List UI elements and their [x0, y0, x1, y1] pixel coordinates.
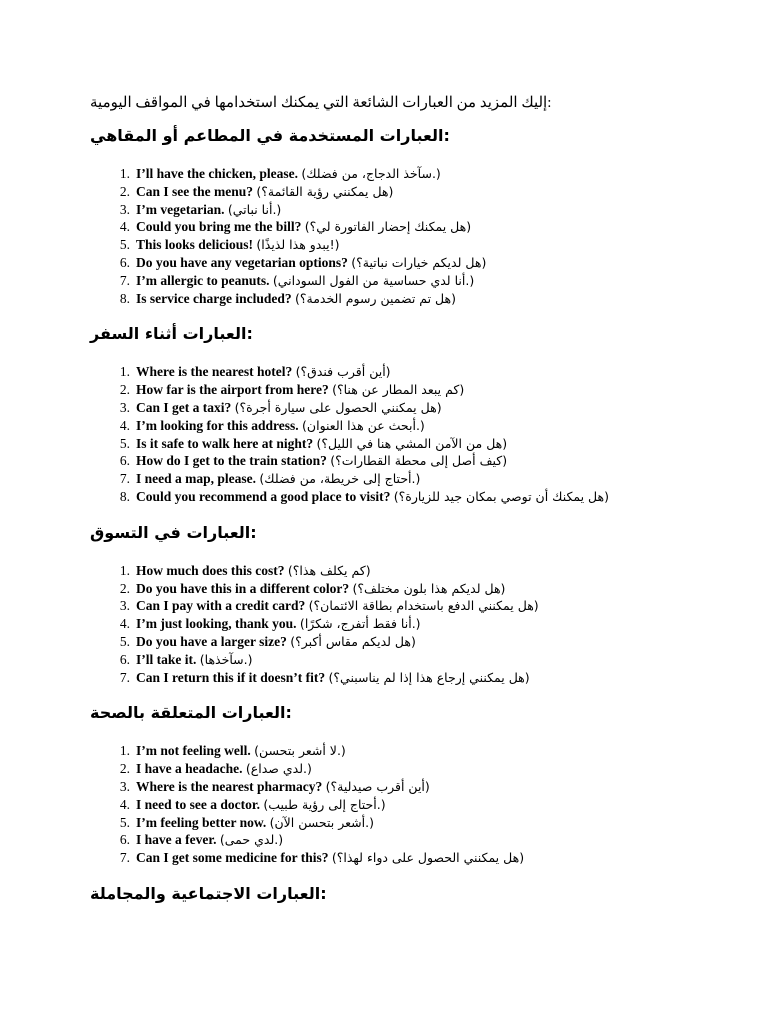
list-health — [90, 742, 690, 867]
list-item: 4. I need to see a doctor. (أحتاج إلى رؤية طبيب.) — [119, 796, 386, 812]
section-heading-travel: العبارات أثناء السفر: — [90, 324, 253, 344]
list-item: 3. Can I pay with a credit card? (هل يمكنني الدفع باستخدام بطاقة الائتمان؟) — [119, 598, 539, 614]
list-item: 2. Can I see the menu? (هل يمكنني رؤية القائمة؟) — [119, 183, 394, 199]
list-item: 5. Do you have a larger size? (هل لديكم مقاس أكبر؟) — [119, 633, 416, 649]
list-item: 6. Do you have any vegetarian options? (هل لديكم خيارات نباتية؟) — [119, 254, 487, 270]
list-item: 3. Can I get a taxi? (هل يمكنني الحصول على سيارة أجرة؟) — [119, 399, 442, 415]
list-item: 1. How much does this cost? (كم يكلف هذا؟) — [119, 562, 371, 578]
list-item: 7. I need a map, please. (أحتاج إلى خريطة، من فضلك.) — [119, 471, 421, 487]
list-item: 8. Could you recommend a good place to visit? (هل يمكنك أن توصي بمكان جيد للزيارة؟) — [119, 488, 609, 504]
list-item: 5. This looks delicious! (يبدو هذا لذيذًا!) — [119, 237, 340, 253]
list-item: 1. I’m not feeling well. (لا أشعر بتحسن.) — [119, 743, 346, 759]
list-item: 5. Is it safe to walk here at night? (هل من الآمن المشي هنا في الليل؟) — [119, 435, 508, 451]
list-travel — [90, 363, 690, 505]
list-shopping — [90, 562, 690, 687]
list-item: 3. Where is the nearest pharmacy? (أين أقرب صيدلية؟) — [119, 778, 430, 794]
list-item: 4. I’m looking for this address. (أبحث عن هذا العنوان.) — [119, 417, 425, 433]
list-item: 6. How do I get to the train station? (كيف أصل إلى محطة القطارات؟) — [119, 453, 508, 469]
list-item: 7. I’m allergic to peanuts. (أنا لدي حساسية من الفول السوداني.) — [119, 272, 475, 288]
list-item: 4. I’m just looking, thank you. (أنا فقط أتفرج، شكرًا.) — [119, 616, 421, 632]
list-item: 7. Can I get some medicine for this? (هل يمكنني الحصول على دواء لهذا؟) — [119, 850, 525, 866]
list-item: 3. I’m vegetarian. (أنا نباتي.) — [119, 201, 282, 217]
section-heading-social: العبارات الاجتماعية والمجاملة: — [90, 883, 327, 903]
list-item: 2. How far is the airport from here? (كم يبعد المطار عن هنا؟) — [119, 382, 465, 398]
list-item: 5. I’m feeling better now. (أشعر بتحسن الآن.) — [119, 814, 374, 830]
list-item: 1. Where is the nearest hotel? (أين أقرب فندق؟) — [119, 364, 391, 380]
list-item: 2. I have a headache. (لدي صداع.) — [119, 761, 312, 777]
section-heading-health: العبارات المتعلقة بالصحة: — [90, 703, 292, 723]
list-restaurants — [90, 165, 690, 307]
document-page — [90, 94, 690, 904]
list-item: 6. I’ll take it. (سآخذها.) — [119, 651, 253, 667]
list-item: 7. Can I return this if it doesn’t fit? (هل يمكنني إرجاع هذا إذا لم يناسبني؟) — [119, 669, 530, 685]
list-item: 1. I’ll have the chicken, please. (سآخذ الدجاج، من فضلك.) — [119, 166, 441, 181]
list-item: 2. Do you have this in a different color? (هل لديكم هذا بلون مختلف؟) — [119, 580, 506, 596]
list-item: 8. Is service charge included? (هل تم تضمين رسوم الخدمة؟) — [119, 290, 456, 306]
section-heading-restaurants: العبارات المستخدمة في المطاعم أو المقاهي: — [90, 126, 450, 145]
intro-text: إليك المزيد من العبارات الشائعة التي يمكنك استخدامها في المواقف اليومية: — [90, 95, 552, 111]
list-item: 4. Could you bring me the bill? (هل يمكنك إحضار الفاتورة لي؟) — [119, 219, 472, 235]
list-item: 6. I have a fever. (لدي حمى.) — [119, 832, 284, 848]
section-heading-shopping: العبارات في التسوق: — [90, 522, 257, 542]
